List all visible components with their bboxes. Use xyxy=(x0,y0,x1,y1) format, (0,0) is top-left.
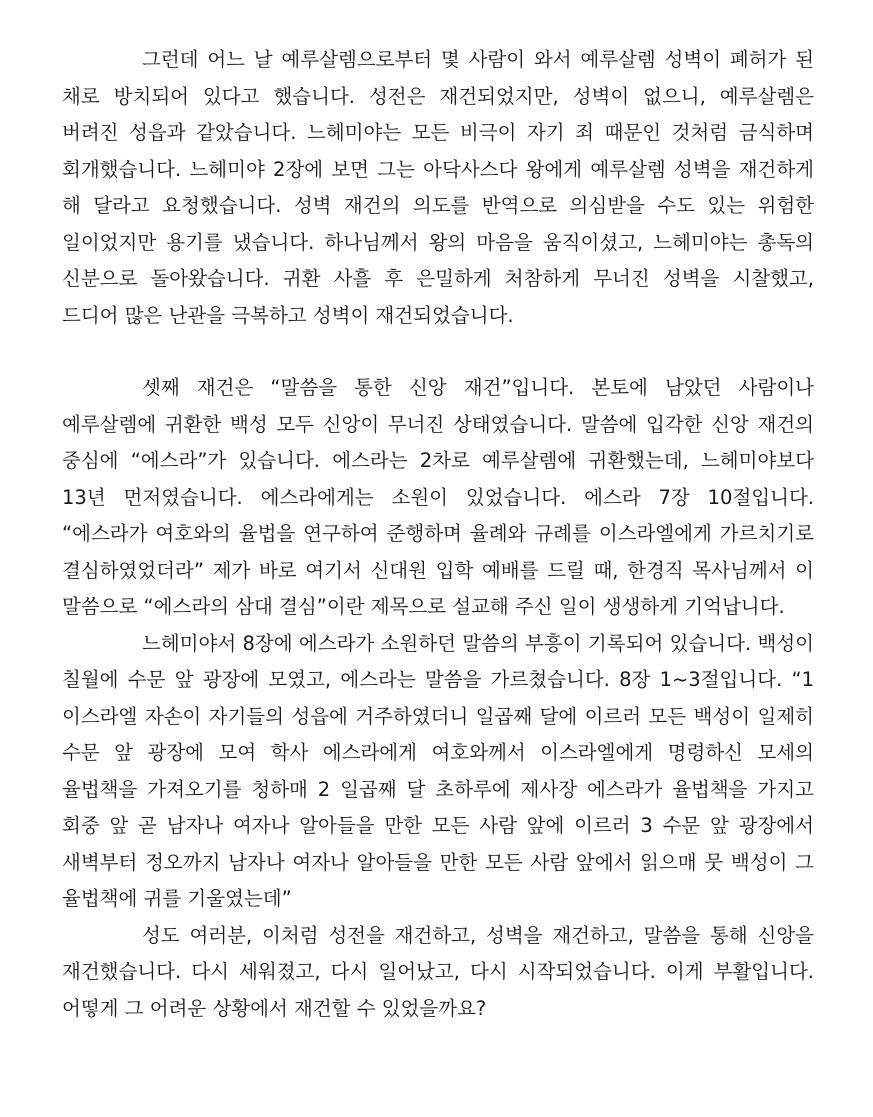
paragraph-city-wall: 그런데 어느 날 예루살렘으로부터 몇 사람이 와서 예루살렘 성벽이 폐허가 된 채로 방치되어 있다고 했습니다. 성전은 재건되었지만, 성벽이 없으니, 예루살렘은 버려진 성읍과 같았습니다. 느헤미야는 모든 비극이 자기 죄 때문인 것처럼 금식하며 회개했습니다. 느헤미야 2장에 보면 그는 아닥사스다 왕에게 예루살렘 성벽을 재건하게 해 달라고 요청했습니다. 성벽 재건의 의도를 반역으로 의심받을 수도 있는 위험한 일이었지만 용기를 냈습니다. 하나님께서 왕의 마음을 움직이셨고, 느헤미야는 총독의 신분으로 돌아왔습니다. 귀환 사흘 후 은밀하게 처참하게 무너진 성벽을 시찰했고, 드디어 많은 난관을 극복하고 성벽이 재건되었습니다. xyxy=(62,48,814,327)
paragraph-faith-rebuilding: 셋째 재건은 “말씀을 통한 신앙 재건”입니다. 본토에 남았던 사람이나 예루살렘에 귀환한 백성 모두 신앙이 무너진 상태였습니다. 말씀에 입각한 신앙 재건의 중심에 “에스라”가 있습니다. 에스라는 2차로 예루살렘에 귀환했는데, 느헤미야보다 13년 먼저였습니다. 에스라에게는 소원이 있었습니다. 에스라 7장 10절입니다. “에스라가 여호와의 율법을 연구하여 준행하며 율례와 규례를 이스라엘에게 가르치기로 결심하였었더라” 제가 바로 여기서 신대원 입학 예배를 드릴 때, 한경직 목사님께서 이 말씀으로 “에스라의 삼대 결심”이란 제목으로 설교해 주신 일이 생생하게 기억납니다. xyxy=(62,376,814,618)
paragraph-conclusion: 성도 여러분, 이처럼 성전을 재건하고, 성벽을 재건하고, 말씀을 통해 신앙을 재건했습니다. 다시 세워졌고, 다시 일어났고, 다시 시작되었습니다. 이게 부활입니다. 어떻게 그 어려운 상황에서 재건할 수 있었을까요? xyxy=(62,923,814,1020)
document-page xyxy=(62,42,814,1027)
paragraph-nehemiah-8: 느헤미야서 8장에 에스라가 소원하던 말씀의 부흥이 기록되어 있습니다. 백성이 칠월에 수문 앞 광장에 모였고, 에스라는 말씀을 가르쳤습니다. 8장 1~3절입니다. “1 이스라엘 자손이 자기들의 성읍에 거주하였더니 일곱째 달에 이르러 모든 백성이 일제히 수문 앞 광장에 모여 학사 에스라에게 여호와께서 이스라엘에게 명령하신 모세의 율법책을 가져오기를 청하매 2 일곱째 달 초하루에 제사장 에스라가 율법책을 가지고 회중 앞 곧 남자나 여자나 알아들을 만한 모든 사람 앞에 이르러 3 수문 앞 광장에서 새벽부터 정오까지 남자나 여자나 알아들을 만한 모든 사람 앞에서 읽으매 뭇 백성이 그 율법책에 귀를 기울였는데” xyxy=(62,631,814,910)
paragraph-spacer xyxy=(62,334,814,370)
